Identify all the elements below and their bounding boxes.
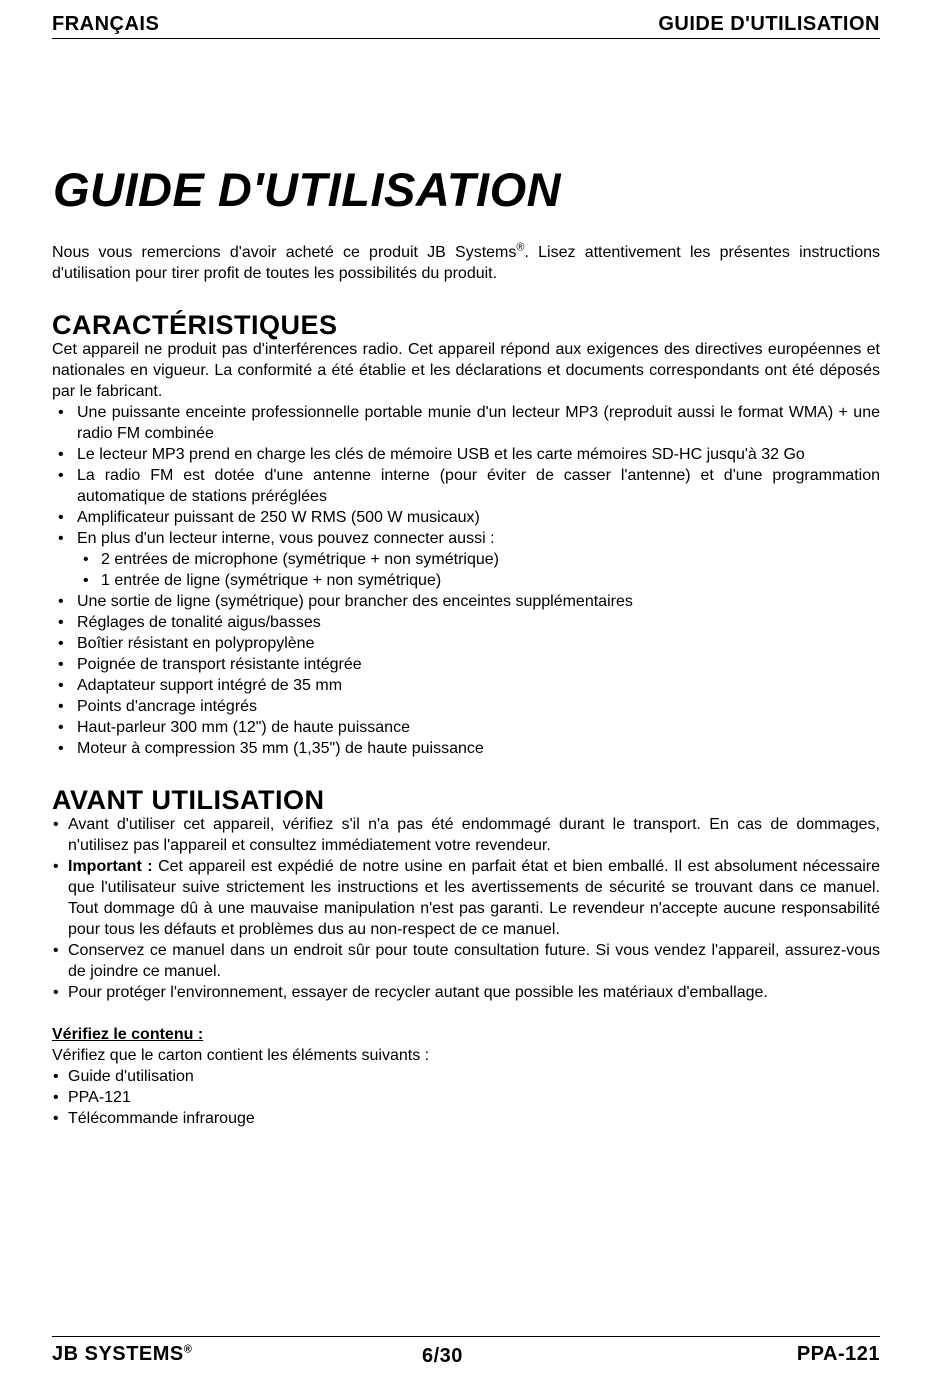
list-item: • PPA-121 bbox=[53, 1089, 131, 1106]
list-item: • Points d'ancrage intégrés bbox=[58, 698, 258, 715]
sublist-item: • 1 entrée de ligne (symétrique + non symétrique) bbox=[83, 572, 442, 589]
list-item: • Guide d'utilisation bbox=[53, 1068, 194, 1085]
bullet-icon: • bbox=[53, 858, 59, 875]
bullet-icon: • bbox=[53, 984, 59, 1001]
before-use-heading: AVANT UTILISATION bbox=[52, 785, 325, 815]
document-body bbox=[52, 242, 880, 1129]
bullet-icon: • bbox=[58, 614, 64, 631]
page-number: 6/30 bbox=[422, 1345, 463, 1367]
contents-heading: Vérifiez le contenu : bbox=[52, 1026, 204, 1043]
page-header bbox=[52, 10, 880, 39]
page-title: GUIDE D'UTILISATION bbox=[53, 163, 562, 216]
registered-mark: ® bbox=[516, 241, 525, 254]
list-item: • Le lecteur MP3 prend en charge les clés de mémoire USB et les carte mémoires SD-HC jusqu'à 32 Go bbox=[58, 446, 805, 463]
features-paragraph: Cet appareil ne produit pas d'interférences radio. Cet appareil répond aux exigences des directives européennes et nationales en vigueur. La conformité a été établie et les déclarations et documents correspondants ont été déposés par le fabricant. bbox=[52, 341, 880, 400]
inputs-sublist bbox=[77, 549, 880, 591]
features-list bbox=[52, 402, 880, 759]
bullet-icon: • bbox=[58, 677, 64, 694]
before-use-list bbox=[52, 814, 880, 1003]
bullet-icon: • bbox=[58, 404, 64, 421]
sublist-item: • 2 entrées de microphone (symétrique + non symétrique) bbox=[83, 551, 499, 568]
bullet-icon: • bbox=[58, 740, 64, 757]
footer-brand: JB SYSTEMS® bbox=[52, 1342, 193, 1365]
bullet-icon: • bbox=[53, 1089, 59, 1106]
intro-paragraph: Nous vous remercions d'avoir acheté ce produit JB Systems®. Lisez attentivement les présentes instructions d'utilisation pour tirer profit de toutes les possibilités du produit. bbox=[52, 241, 880, 282]
bullet-icon: • bbox=[58, 698, 64, 715]
bullet-icon: • bbox=[58, 719, 64, 736]
list-item: • Haut-parleur 300 mm (12") de haute puissance bbox=[58, 719, 410, 736]
list-item: • Poignée de transport résistante intégrée bbox=[58, 656, 362, 673]
header-title: GUIDE D'UTILISATION bbox=[658, 12, 880, 35]
important-label: Important : bbox=[68, 858, 153, 875]
list-item: • La radio FM est dotée d'une antenne interne (pour éviter de casser l'antenne) et d'une programmation automatique de stations préréglées bbox=[58, 467, 880, 505]
bullet-icon: • bbox=[58, 635, 64, 652]
contents-list bbox=[52, 1066, 880, 1129]
bullet-icon: • bbox=[53, 942, 59, 959]
bullet-icon: • bbox=[58, 530, 64, 547]
bullet-icon: • bbox=[58, 509, 64, 526]
list-item: • Une sortie de ligne (symétrique) pour brancher des enceintes supplémentaires bbox=[58, 593, 633, 610]
list-item: • Avant d'utiliser cet appareil, vérifiez s'il n'a pas été endommagé durant le transport. En cas de dommages, n'utilisez pas l'appareil et consultez immédiatement votre revendeur. bbox=[53, 816, 880, 854]
bullet-icon: • bbox=[83, 551, 89, 568]
bullet-icon: • bbox=[58, 656, 64, 673]
bullet-icon: • bbox=[53, 816, 59, 833]
list-item: • Conservez ce manuel dans un endroit sûr pour toute consultation future. Si vous vendez l'appareil, assurez-vous de joindre ce manuel. bbox=[53, 942, 880, 980]
header-language: FRANÇAIS bbox=[52, 12, 160, 35]
list-item: • Boîtier résistant en polypropylène bbox=[58, 635, 315, 652]
list-item: • Adaptateur support intégré de 35 mm bbox=[58, 677, 343, 694]
list-item: • Moteur à compression 35 mm (1,35") de haute puissance bbox=[58, 740, 484, 757]
bullet-icon: • bbox=[58, 593, 64, 610]
features-heading: CARACTÉRISTIQUES bbox=[52, 310, 338, 340]
bullet-icon: • bbox=[53, 1110, 59, 1127]
page-footer bbox=[52, 1336, 880, 1371]
list-item: • Important : Cet appareil est expédié de notre usine en parfait état et bien emballé. Il est absolument nécessaire que l'utilisateur suive strictement les instructions et les avertissements de sécurité se trouvant dans ce manuel. Tout dommage dû à une mauvaise manipulation n'est pas garanti. Le revendeur n'accepte aucune responsabilité pour tous les défauts et problèmes dus au non-respect de ce manuel. bbox=[53, 858, 880, 938]
bullet-icon: • bbox=[58, 446, 64, 463]
list-item: • Télécommande infrarouge bbox=[53, 1110, 255, 1127]
list-item: • Réglages de tonalité aigus/basses bbox=[58, 614, 321, 631]
contents-paragraph: Vérifiez que le carton contient les éléments suivants : bbox=[52, 1047, 430, 1064]
list-item: • Pour protéger l'environnement, essayer de recycler autant que possible les matériaux d'emballage. bbox=[53, 984, 768, 1001]
bullet-icon: • bbox=[53, 1068, 59, 1085]
list-item: • En plus d'un lecteur interne, vous pouvez connecter aussi : • 2 entrées de microphone (symétrique + non symétrique) • 1 entrée de ligne (symétrique + non symétrique) bbox=[52, 528, 880, 591]
list-item: • Une puissante enceinte professionnelle portable munie d'un lecteur MP3 (reproduit aussi le format WMA) + une radio FM combinée bbox=[58, 404, 880, 442]
bullet-icon: • bbox=[58, 467, 64, 484]
registered-mark: ® bbox=[183, 1342, 193, 1355]
footer-model: PPA-121 bbox=[796, 1342, 880, 1365]
bullet-icon: • bbox=[83, 572, 89, 589]
list-item: • Amplificateur puissant de 250 W RMS (500 W musicaux) bbox=[58, 509, 480, 526]
